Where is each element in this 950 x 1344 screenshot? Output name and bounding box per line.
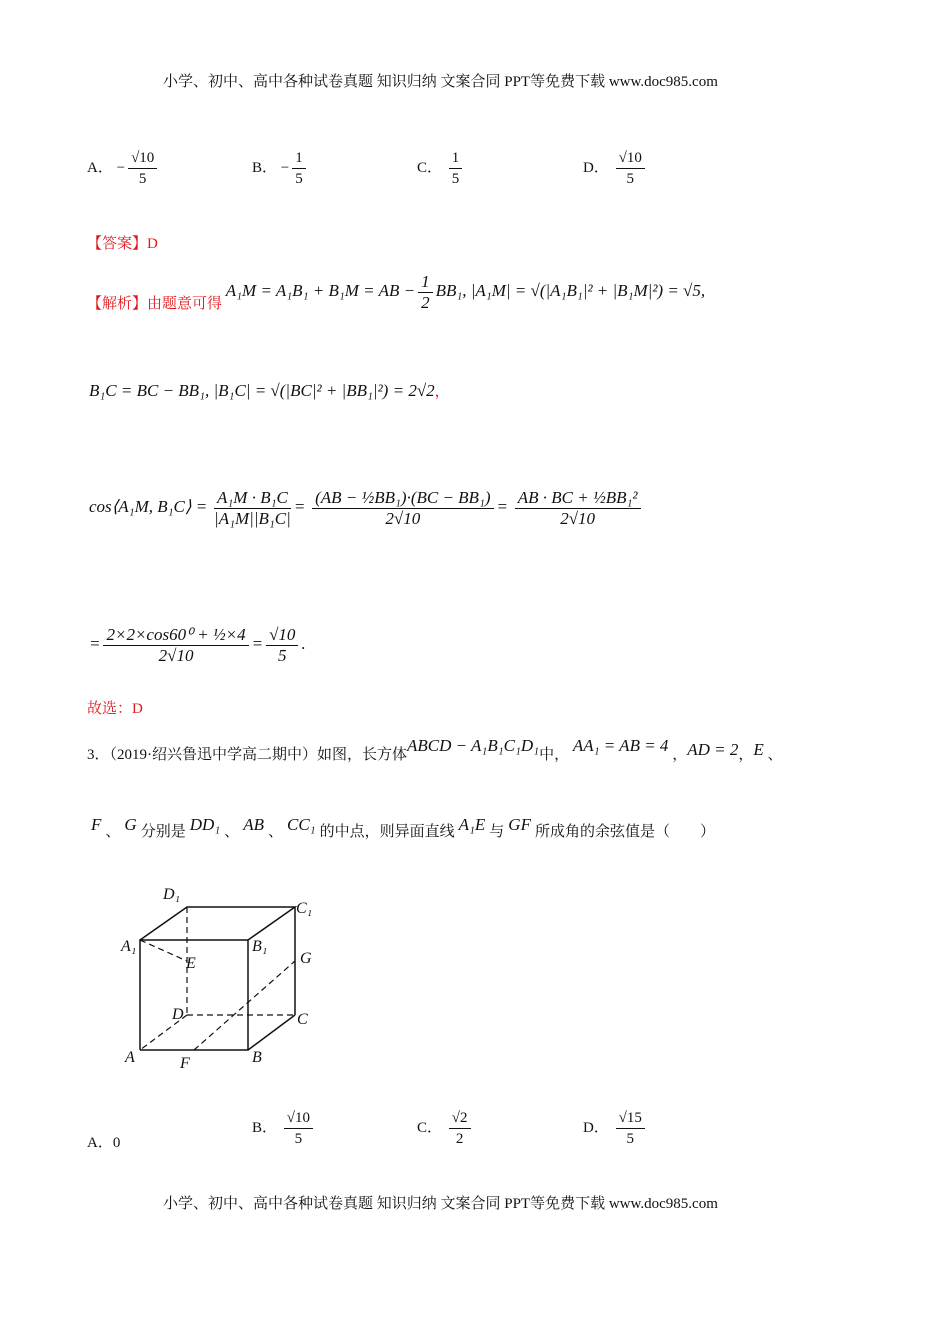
- text: 与: [489, 824, 505, 840]
- denominator: 5: [626, 1131, 634, 1147]
- denominator: 5: [626, 171, 634, 187]
- denominator: 5: [295, 171, 303, 187]
- question-3-stem: 3．（2019·绍兴鲁迅中学高二期中）如图，长方体: [87, 747, 407, 763]
- math: G: [124, 815, 137, 834]
- denominator: |A₁M||B₁C|: [214, 509, 291, 528]
- question-3-line-2: [89, 815, 717, 841]
- math: F: [91, 815, 102, 834]
- q3-option-c: [417, 1108, 474, 1149]
- option-sign: −: [280, 159, 290, 176]
- analysis-line-3: cos⟨A₁M, B₁C⟩ = $\frac{\text{A₁M · B₁C}}{\text{|A₁M||B₁C|}}$ = $\frac{\text{(AB − ½BB₁)·(BC − BB₁)}}{2√10}$ = $\frac{\text{AB · BC + ½BB₁²}}{2√10}$: [89, 488, 644, 529]
- text: ，: [672, 747, 688, 763]
- math: ABCD − A₁B₁C₁D₁: [407, 736, 540, 755]
- analysis-line-2: [89, 380, 450, 401]
- question-3-line-1: [87, 736, 783, 764]
- numerator: √15: [616, 1108, 645, 1129]
- edge-cb: [248, 1015, 295, 1050]
- numerator: √10: [128, 148, 157, 169]
- equation-3-fraction-3: [515, 488, 641, 529]
- equation-4-fraction-2: [266, 625, 298, 666]
- denominator: 5: [451, 171, 460, 187]
- label-b: B: [252, 1049, 262, 1066]
- analysis-line-4: = $\frac{\text{2×2×cos60⁰ + ½×4}}{2√10}$ = $\frac{√10}{5}$ .: [89, 625, 306, 665]
- label-c: C: [297, 1011, 308, 1028]
- text: 、: [767, 747, 783, 763]
- numerator: (AB − ½BB₁)·(BC − BB₁): [312, 488, 493, 509]
- answer-label: 【答案】D: [87, 236, 158, 252]
- text: 、: [224, 824, 240, 840]
- option-fraction: [449, 148, 463, 189]
- numerator: √10: [616, 148, 645, 169]
- q3-option-a: [87, 1131, 120, 1152]
- text: 的中点，则异面直线: [319, 824, 455, 840]
- numerator: 1: [449, 148, 463, 169]
- numerator: √2: [449, 1108, 471, 1129]
- denominator: 2√10: [385, 509, 421, 528]
- page-header: 小学、初中、高中各种试卷真题 知识归纳 文案合同 PPT等免费下载 www.doc985.com: [163, 74, 718, 90]
- denominator: 5: [138, 171, 147, 187]
- equation-2-comma: ，: [434, 384, 450, 400]
- numerator: √10: [284, 1108, 313, 1129]
- option-fraction: [292, 148, 306, 189]
- numerator: A₁M · B₁C: [214, 488, 291, 509]
- label-g: G: [300, 950, 312, 967]
- label-e: E: [186, 955, 196, 972]
- option-fraction: [449, 1108, 471, 1149]
- math: GF: [508, 815, 531, 834]
- numerator: √10: [266, 625, 298, 646]
- math: AA₁ = AB = 4: [572, 736, 669, 755]
- numerator: 1: [292, 148, 306, 169]
- text: 中，: [539, 747, 570, 763]
- denominator: 2√10: [158, 646, 194, 665]
- math: E: [753, 740, 764, 759]
- equation-1a: A₁M = A₁B₁ + B₁M = AB −: [225, 280, 416, 300]
- analysis-line-1: [87, 272, 705, 313]
- label-d: D: [172, 1006, 184, 1023]
- numerator: 1: [418, 272, 433, 293]
- math: AD = 2: [687, 740, 739, 759]
- q3-option-b: [252, 1108, 316, 1149]
- option-label: A．: [87, 1135, 113, 1151]
- text: 分别是: [140, 824, 186, 840]
- text: ，: [738, 747, 754, 763]
- choice-label: 故选：D: [87, 701, 143, 717]
- option-fraction: [284, 1108, 313, 1149]
- text: 、: [267, 824, 283, 840]
- denominator: 2: [455, 1131, 464, 1147]
- option-fraction: [616, 1108, 645, 1149]
- equation-3-lhs: cos⟨A₁M, B₁C⟩ =: [89, 496, 208, 516]
- option-sign: −: [116, 159, 126, 176]
- analysis-label: 【解析】由题意可得: [87, 296, 223, 312]
- text: 所成角的余弦值是（ ）: [534, 824, 715, 840]
- option-label: C．: [417, 159, 443, 176]
- equation-4-fraction-1: [103, 625, 248, 666]
- denominator: 5: [278, 646, 287, 665]
- math: A₁E: [458, 815, 486, 834]
- equation-2: B₁C = BC − BB₁, |B₁C| = √(|BC|² + |BB₁|²) = 2√2: [89, 381, 435, 400]
- q2-option-a: [87, 148, 160, 189]
- q2-option-d: [583, 148, 648, 189]
- option-label: B．: [252, 159, 278, 176]
- label-a: A: [125, 1049, 135, 1066]
- math: AB: [243, 815, 264, 834]
- top-face-edges: [140, 907, 295, 940]
- segment-a1e: [140, 940, 187, 961]
- page-footer: 小学、初中、高中各种试卷真题 知识归纳 文案合同 PPT等免费下载 www.doc985.com: [163, 1196, 718, 1212]
- label-b1: B₁: [252, 938, 268, 955]
- math: DD₁: [189, 815, 221, 834]
- equation-1b: BB₁, |A₁M| = √(|A₁B₁|² + |B₁M|²) = √5,: [435, 280, 706, 300]
- label-f: F: [180, 1055, 190, 1072]
- equation-3-fraction-2: [312, 488, 493, 529]
- option-label: D．: [583, 159, 609, 176]
- numerator: 2×2×cos60⁰ + ½×4: [103, 625, 248, 646]
- label-a1: A₁: [121, 938, 137, 955]
- equation-3-fraction-1: [214, 488, 291, 529]
- q3-option-d: [583, 1108, 648, 1149]
- numerator: AB · BC + ½BB₁²: [515, 488, 641, 509]
- math: CC₁: [286, 815, 316, 834]
- denominator: 2: [421, 293, 430, 312]
- segment-gf: [194, 961, 295, 1050]
- denominator: 5: [294, 1131, 303, 1147]
- option-fraction: [128, 148, 157, 189]
- text: 、: [105, 824, 121, 840]
- label-c1: C₁: [296, 900, 313, 917]
- q2-option-b: [252, 148, 309, 189]
- option-label: D．: [583, 1119, 609, 1136]
- equation-1-fraction: [418, 272, 433, 313]
- q2-option-c: [417, 148, 465, 189]
- label-d1: D₁: [163, 886, 181, 903]
- option-label: C．: [417, 1119, 443, 1136]
- option-label: B．: [252, 1119, 278, 1136]
- cuboid-figure: [110, 880, 330, 1075]
- denominator: 2√10: [560, 509, 596, 528]
- option-fraction: [616, 148, 645, 189]
- option-value: 0: [112, 1135, 121, 1151]
- option-label: A．: [87, 159, 113, 176]
